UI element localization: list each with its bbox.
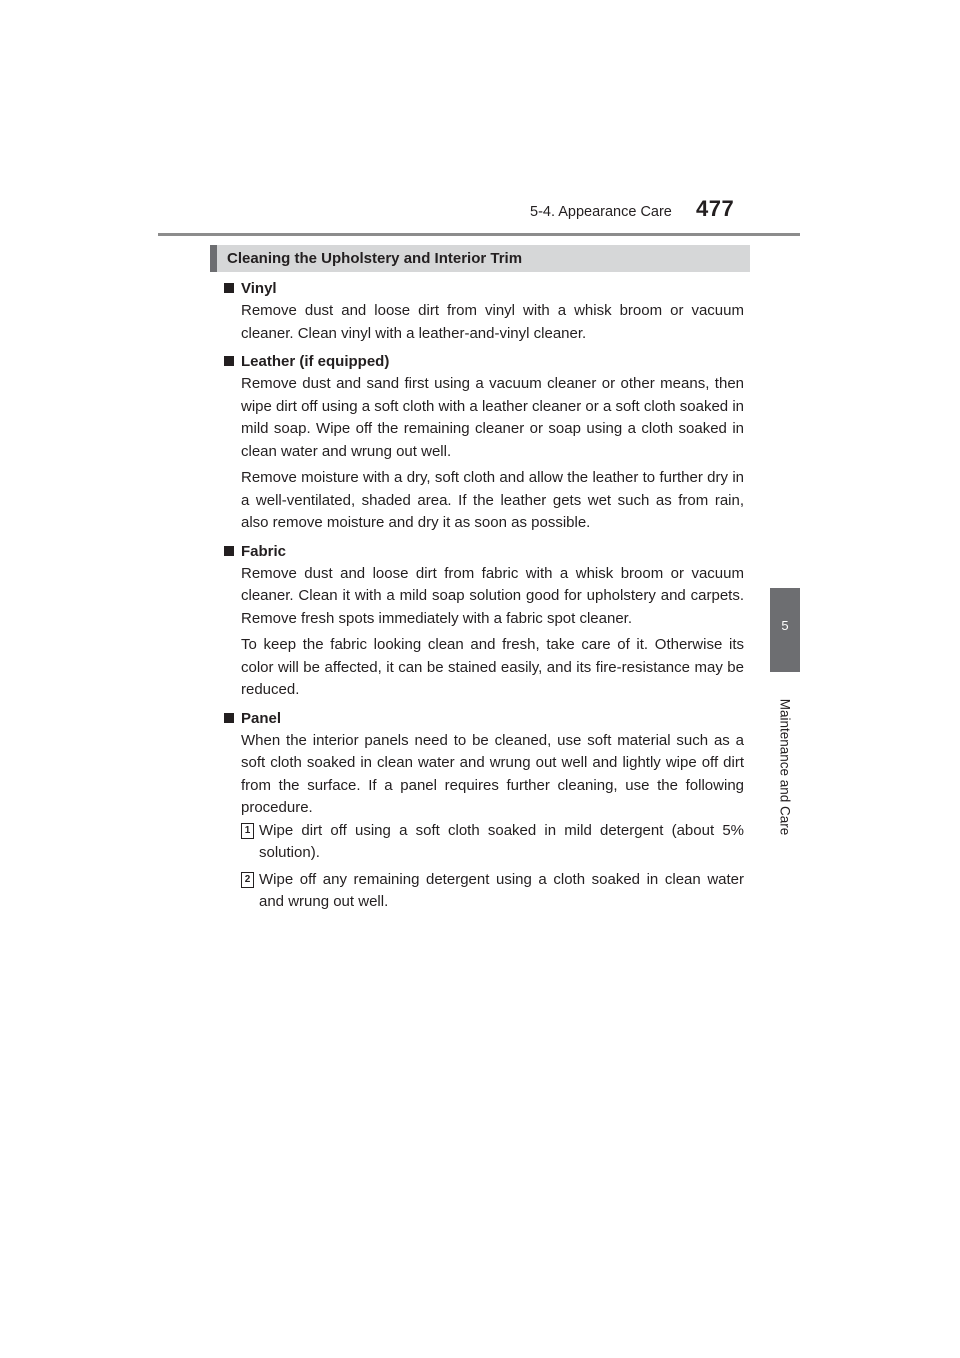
section-banner	[210, 245, 750, 272]
chapter-tab	[770, 588, 800, 672]
paragraph: Remove dust and loose dirt from fabric with a whisk broom or vacuum cleaner. Clean it with a mild soap solution good for upholstery and carpets. Remove fresh spots immediately with a fabric spot cleaner.	[241, 564, 744, 627]
section-content	[224, 278, 744, 920]
subheading	[224, 351, 744, 373]
subheading	[224, 278, 744, 300]
paragraph: Remove moisture with a dry, soft cloth and allow the leather to further dry in a well-ventilated, shaded area. If the leather gets wet such as from rain, also remove moisture and dry it as soon as possible.	[241, 469, 744, 531]
square-bullet-icon	[224, 713, 234, 723]
step-text: Wipe dirt off using a soft cloth soaked in mild detergent (about 5% solution).	[259, 821, 744, 861]
paragraph: When the interior panels need to be cleaned, use soft material such as a soft cloth soaked in clean water and wrung out well and lightly wipe off dirt from the surface. If a panel requires further cleaning, use the following procedure.	[241, 731, 744, 816]
step-text: Wipe off any remaining detergent using a cloth soaked in clean water and wrung out well.	[259, 870, 744, 910]
header-rule	[158, 233, 800, 236]
square-bullet-icon	[224, 546, 234, 556]
paragraph: Remove dust and loose dirt from vinyl with a whisk broom or vacuum cleaner. Clean vinyl with a leather-and-vinyl cleaner.	[241, 302, 744, 342]
procedure-step	[241, 869, 744, 914]
subheading	[224, 708, 744, 730]
block-vinyl	[224, 278, 744, 345]
paragraph: Remove dust and sand first using a vacuum cleaner or other means, then wipe dirt off using a soft cloth with a leather cleaner or a soft cloth soaked in mild soap. Wipe off the remaining cleaner or soap using a cloth soaked in clean water and wrung out well.	[241, 375, 744, 460]
square-bullet-icon	[224, 356, 234, 366]
square-bullet-icon	[224, 283, 234, 293]
section-title: Cleaning the Upholstery and Interior Trim	[227, 250, 523, 267]
block-panel	[224, 708, 744, 914]
subheading-text: Vinyl	[241, 280, 277, 297]
chapter-number: 5	[781, 618, 789, 633]
block-fabric	[224, 541, 744, 702]
chapter-title: Maintenance and Care	[777, 698, 793, 836]
subheading-text: Panel	[241, 709, 282, 727]
page-number: 477	[696, 196, 735, 221]
step-number-box: 1	[241, 823, 254, 839]
procedure-step	[241, 820, 744, 865]
subheading	[224, 541, 744, 563]
subheading-text: Fabric	[241, 542, 287, 560]
step-number-box: 2	[241, 872, 254, 888]
paragraph: To keep the fabric looking clean and fresh, take care of it. Otherwise its color will be affected, it can be stained easily, and its fire-resistance may be reduced.	[241, 636, 744, 698]
header-section-title: 5-4. Appearance Care	[530, 204, 672, 220]
block-leather	[224, 351, 744, 535]
subheading-text: Leather (if equipped)	[241, 353, 390, 370]
